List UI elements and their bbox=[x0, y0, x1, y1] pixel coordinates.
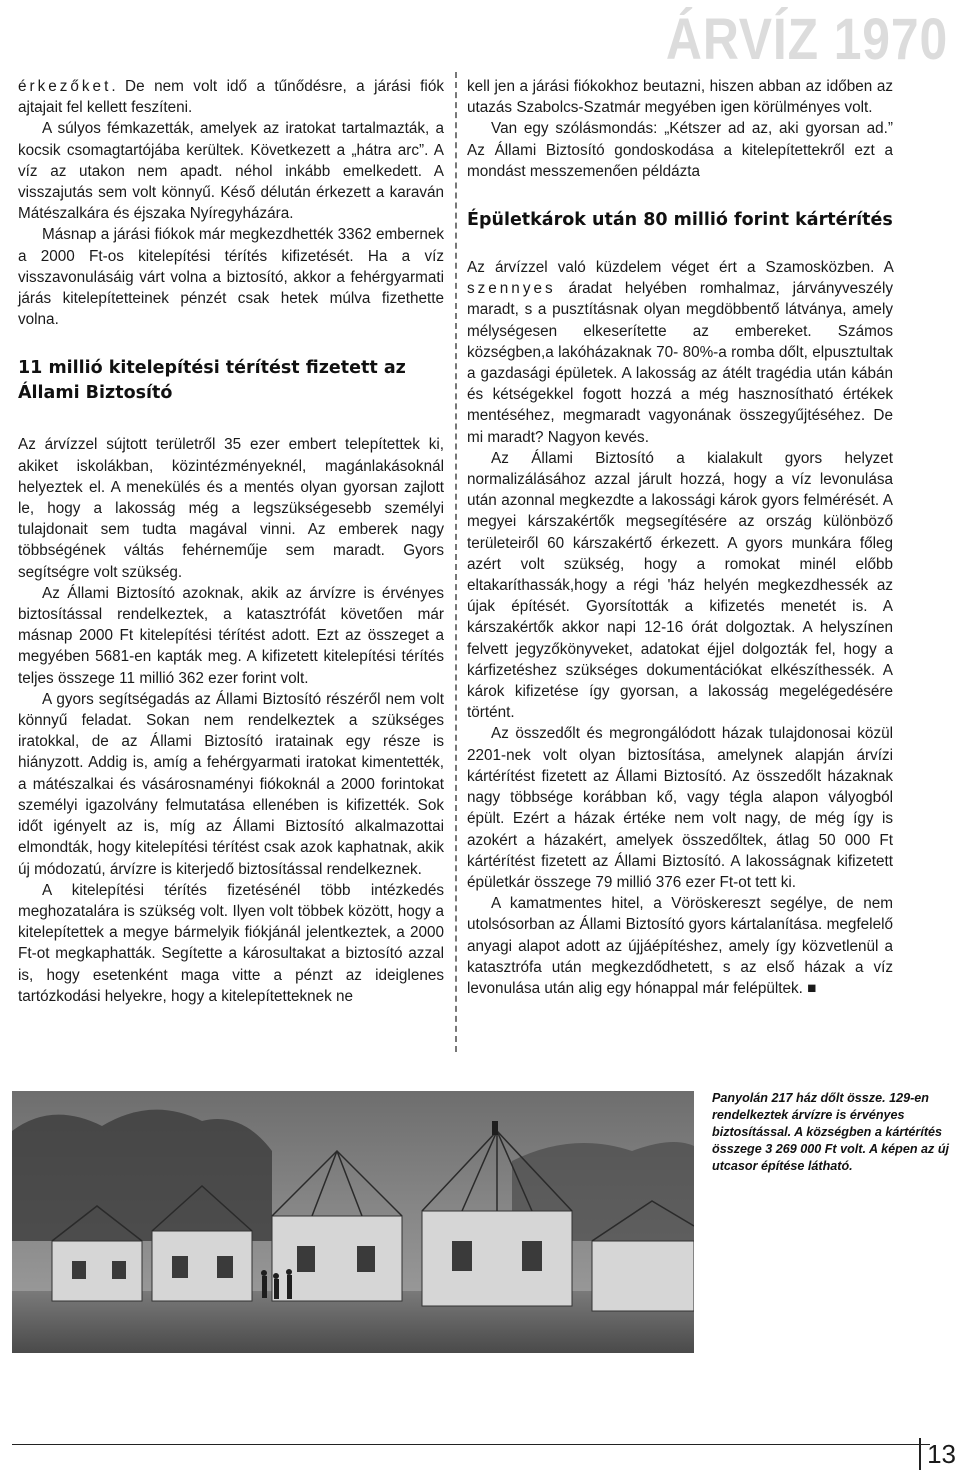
left-column bbox=[18, 76, 444, 1007]
paragraph: Az Állami Biztosító a kialakult gyors helyzet normalizálásához azzal járult hozzá, hogy a víz levonulása után azonnal megkezdte a lakossági károk gyors felmérését. A megyei kárszakértők megsegítésére az ország különböző területeiről 60 kárszakértő érkezett. A gyors munkára főleg azért volt szükség, hogy a romokat minél előbb eltakaríthassák,hogy a régi 'ház helyén megkezdhessék az újak építését. Gyorsították a kifizetés menetét is. A kárszakértők akkor napi 12-16 órát dolgoztak. A helyszínen felvett jegyzőkönyveket, adatokat éjjel dolgozták fel, hogy a kárfizetéshez szükséges dokumentációkat elkészíthessék. A károk kifizetése így gyorsan, a lakosság megelégedésére történt. bbox=[467, 449, 893, 722]
paragraph: Van egy szólásmondás: „Kétszer ad az, aki gyorsan ad.” Az Állami Biztosító gondoskodása a kitelepítettekről ezt a mondást messzemenően példázta bbox=[467, 120, 893, 180]
paragraph: Az összedőlt és megrongálódott házak tulajdonosai közül 2201-nek volt olyan biztosítása, amelynek alapján árvízi kártérítést fizetett az Állami Biztosító. Az összedőlt házaknak nagy többsége korábban kő, vagy tégla alapon vályogból épült. Ezért a házak értéke nem volt nagy, de még így is azokért a házakért, amelyek összedőltek, átlag 50 000 Ft kártérítést fizetett az Állami Biztosító. A lakosságnak kifizetett épületkár összege 79 millió 376 ezer Ft-ot tett ki. bbox=[467, 725, 893, 891]
photo-caption: Panyolán 217 ház dőlt össze. 129-en rendelkeztek árvízre is érvényes biztosítással. A községben a kártérítés összege 3 269 000 Ft volt. A képen az új utcasor építése látható. bbox=[712, 1091, 950, 1173]
end-mark: ■ bbox=[807, 979, 817, 997]
paragraph-text: áradat helyében romhalmaz, járványveszély maradt, s a pusztításnak olyan megdöbbentő látványa, amely mélységesen elkeserítette az embereket. Számos községben,a lakóházaknak 70- 80%-a romba dőlt, elpusztultak a gazdasági épületek. A lakosság az átélt tragédia után kábán és kétségekkel fogott hozzá a még hasznosítható értékek mentéséhez, megmaradt vagyonának összegyűjtéséhez. De mi maradt? Nagyon kevés. bbox=[467, 280, 893, 446]
paragraph bbox=[467, 257, 893, 448]
section-heading: 11 millió kitelepítési térítést fizetett az Állami Biztosító bbox=[18, 358, 406, 404]
page-number: 13 bbox=[919, 1438, 956, 1470]
photo-house-construction bbox=[12, 1091, 694, 1353]
paragraph-text: . De nem volt idő a tűnődésre, a járási fiók ajtajait fel kellett feszíteni. bbox=[18, 78, 444, 117]
paragraph-text: Az árvízzel való küzdelem véget ért a Szamosközben. A bbox=[467, 259, 893, 277]
section-heading: Épületkárok után 80 millió forint kártérítés bbox=[467, 210, 893, 231]
paragraph: A gyors segítségadás az Állami Biztosító részéről nem volt könnyű feladat. Sokan nem rendelkeztek a szükséges iratokkal, de az Állami Biztosító iratainak egy része is hiányzott. Addig is, amíg a fehérgyarmati iratokat kimentették, a mátészalkai és vásárosnaményi fiókoknál a 2000 forintokat személyi igazolvány felmutatása ellenében is kifizették. Sok időt igényelt az is, míg az Állami Biztosító alkalmazottai elmondták, hogy kitelepítési térítést csak azok kaphatnak, akik új módozatú, árvízre is kiterjedő biztosítással rendelkeznek. bbox=[18, 690, 444, 878]
paragraph-text: A kamatmentes hitel, a Vöröskereszt segélye, de nem utolsósorban az Állami Biztosító gyors kártalanítása. megfelelő anyagi alapot adott az újjáépítéshez, amely így közvetlenül a katasztrófa után megkezdődhetett, s az első házak a víz levonulása után alig egy hónappal már felépültek. bbox=[467, 895, 893, 997]
photo-illustration bbox=[12, 1091, 694, 1353]
column-divider bbox=[455, 72, 457, 1052]
lead-word: érkezőket bbox=[18, 78, 112, 95]
paragraph: Az árvízzel sújtott területről 35 ezer embert telepítettek ki, akiket iskolákban, közintézményeknél, magánlakásoknál helyeztek el. A menekülés és a mentés olyan gyorsan zajlott le, hogy a lakosság még a legszükségesebb személyi tulajdonait sem tudta magával vinni. Az emberek nagy többségének váltás fehérneműje sem maradt. Gyors segítségre volt szükség. bbox=[18, 436, 444, 581]
footer-rule bbox=[12, 1444, 930, 1445]
paragraph bbox=[467, 893, 893, 999]
magazine-title: ÁRVÍZ 1970 bbox=[665, 7, 948, 72]
paragraph: A kitelepítési térítés fizetésénél több intézkedés meghozatalára is szükség volt. Ilyen volt többek között, hogy a kitelepítettek a megye bármelyik fiókjánál jelentkeztek, a 2000 Ft-ot megkaphatták. Segítette a károsultakat a biztosító azzal is, hogy esetenként maga vitte a pénzt az ideiglenes tartózkodási helyekre, hogy a kitelepítetteknek ne bbox=[18, 881, 444, 1005]
paragraph bbox=[18, 76, 444, 118]
paragraph: Másnap a járási fiókok már megkezdhették 3362 embernek a 2000 Ft-os kitelepítési térítés kifizetését. Ha a víz visszavonulásáig várt volna a biztosító, akkor a fehérgyarmati járás kitelepítetteinek pénzét csak hetek múlva fizethette volna. bbox=[18, 226, 444, 329]
paragraph: Az Állami Biztosító azoknak, akik az árvízre is érvényes biztosítással rendelkeztek, a katasztrófát követően már másnap 2000 Ft kitelepítési térítést adott. Ezt az összeget a megyében 5681-en kapták meg. A kifizetett kitelepítési térítés teljes összege 11 millió 362 ezer forint volt. bbox=[18, 584, 444, 687]
spaced-word: szennyes bbox=[467, 280, 556, 298]
right-column bbox=[467, 76, 893, 999]
paragraph: A súlyos fémkazetták, amelyek az iratokat tartalmazták, a kocsik csomagtartójába kerültek. Következett a „hátra arc”. A víz az utakon nem apadt. néhol inkább emelkedett. A visszajutás sem volt könnyű. Késő délután érkezett a karaván Mátészalkára és éjszaka Nyíregyházára. bbox=[18, 120, 444, 223]
paragraph: kell jen a járási fiókokhoz beutazni, hiszen abban az időben az utazás Szabolcs-Szatmár megyében igen körülményes volt. bbox=[467, 78, 893, 117]
